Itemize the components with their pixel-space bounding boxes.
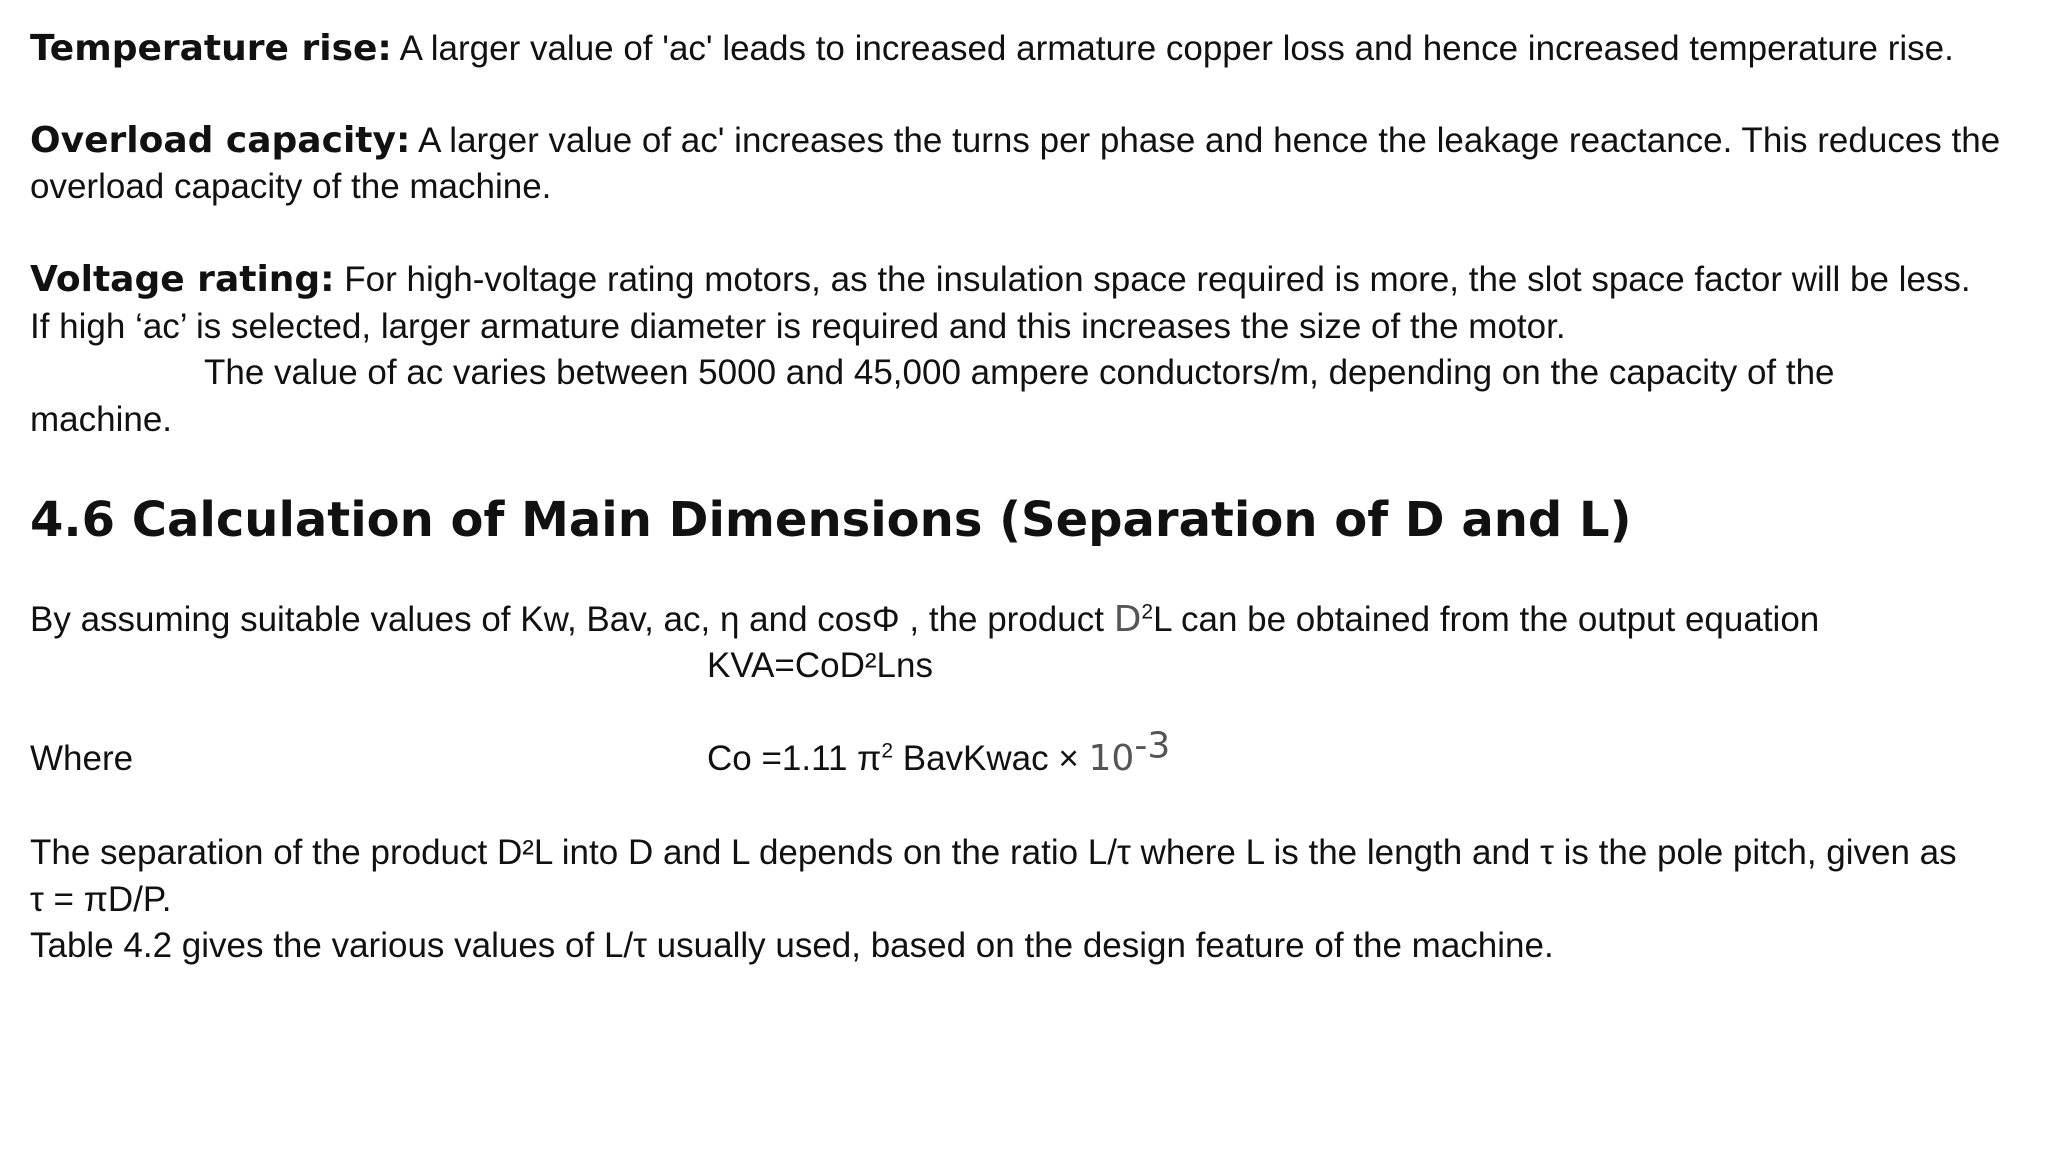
section-intro-sup: 2 (1141, 600, 1154, 624)
overload-capacity-term: Overload capacity: (30, 120, 411, 161)
section-intro-part-a: By assuming suitable values of Kw, Bav, ac, η and cosΦ , the product (30, 600, 1114, 639)
output-equation: KVA=CoD²Lns (707, 646, 933, 685)
co-equation-part-a: Co =1.11 π (707, 739, 882, 778)
overload-capacity-paragraph (30, 118, 2000, 164)
temperature-rise-term: Temperature rise: (30, 28, 392, 69)
co-equation-pi-sup: 2 (881, 739, 893, 763)
co-equation-exponent: -3 (1134, 725, 1171, 767)
co-equation (707, 725, 1171, 782)
section-heading: 4.6 Calculation of Main Dimensions (Separation of D and L) (30, 492, 1632, 548)
voltage-rating-term: Voltage rating: (30, 259, 335, 300)
ac-range-text-continued: machine. (30, 400, 173, 439)
separation-text-1: The separation of the product D²L into D and L depends on the ratio L/τ where L is the length and τ is the pole pitch, given as (30, 833, 1957, 872)
voltage-rating-text-1: For high-voltage rating motors, as the insulation space required is more, the slot space factor will be less. (334, 260, 1971, 299)
section-intro-part-b: L can be obtained from the output equation (1153, 600, 1820, 639)
co-equation-part-b: BavKwac × (893, 739, 1089, 778)
section-intro (30, 597, 1819, 643)
co-equation-ten: 10 (1088, 738, 1135, 779)
temperature-rise-text: A larger value of 'ac' leads to increased armature copper loss and hence increased temperature rise. (391, 29, 1954, 68)
separation-text-2: τ = πD/P. (30, 880, 172, 919)
separation-text-3: Table 4.2 gives the various values of L/τ usually used, based on the design feature of the machine. (30, 926, 1554, 965)
document-page (30, 0, 2020, 1152)
where-label: Where (30, 739, 134, 778)
section-intro-d: D (1113, 599, 1142, 640)
ac-range-text: The value of ac varies between 5000 and 45,000 ampere conductors/m, depending on the capacity of the (204, 353, 1835, 392)
temperature-rise-paragraph (30, 26, 1954, 72)
voltage-rating-paragraph (30, 257, 1971, 303)
voltage-rating-text-2: If high ‘ac’ is selected, larger armature diameter is required and this increases the size of the motor. (30, 307, 1566, 346)
overload-capacity-text-1: A larger value of ac' increases the turns per phase and hence the leakage reactance. This reduces the (410, 121, 2001, 160)
overload-capacity-text-2: overload capacity of the machine. (30, 167, 552, 206)
